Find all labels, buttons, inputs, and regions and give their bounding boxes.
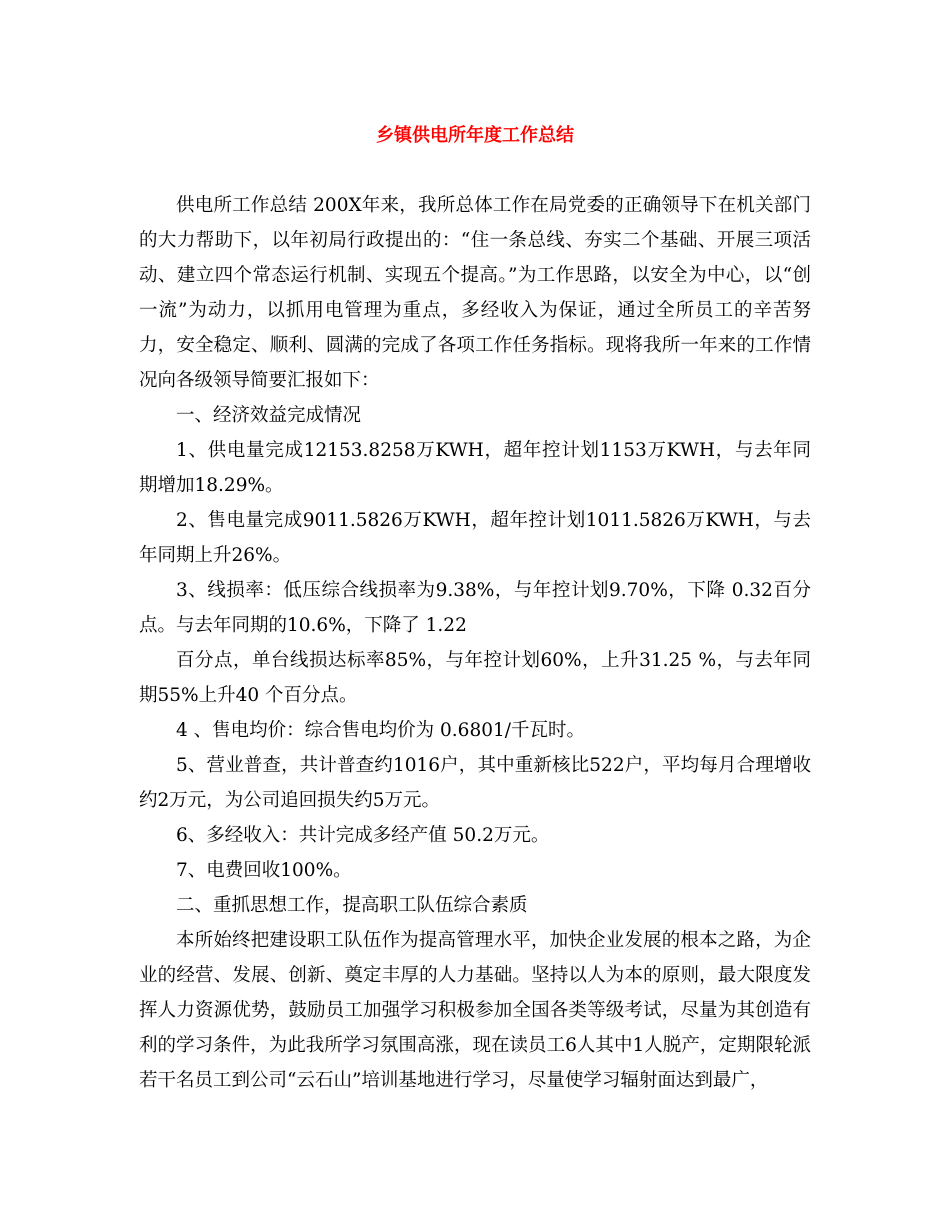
item-business-survey: 5、营业普查，共计普查约1016户，其中重新核比522户，平均每月合理增收约2万元，为公司追回损失约5万元。 (139, 755, 811, 811)
item-power-sales: 2、售电量完成9011.5826万KWH，超年控计划1011.5826万KWH，与去年同期上升26%。 (139, 510, 811, 566)
item-diversified-income: 6、多经收入：共计完成多经产值 50.2万元。 (176, 825, 550, 846)
item-power-supply: 1、供电量完成12153.8258万KWH，超年控计划1153万KWH，与去年同期增加18.29%。 (139, 440, 811, 496)
item-average-price: 4 、售电均价：综合售电均价为 0.6801/千瓦时。 (176, 720, 585, 741)
section-heading-economic-results: 一、经济效益完成情况 (176, 405, 362, 426)
item-line-loss: 3、线损率：低压综合线损率为9.38%，与年控计划9.70%，下降 0.32百分点。与去年同期的10.6%，下降了 1.22 (139, 580, 811, 636)
document-body (139, 188, 811, 1098)
paragraph-staff-building: 本所始终把建设职工队伍作为提高管理水平，加快企业发展的根本之路，为企业的经营、发展、创新、奠定丰厚的人力基础。坚持以人为本的原则，最大限度发挥人力资源优势，鼓励员工加强学习积极参加全国各类等级考试，尽量为其创造有利的学习条件，为此我所学习氛围高涨，现在读员工6人其中1人脱产，定期限轮派若干名员工到公司“云石山”培训基地进行学习，尽量使学习辐射面达到最广， (139, 930, 811, 1091)
item-line-loss-continued: 百分点，单台线损达标率85%，与年控计划60%，上升31.25 %，与去年同期55%上升40 个百分点。 (139, 650, 811, 706)
document-title: 乡镇供电所年度工作总结 (376, 125, 574, 146)
paragraph-intro: 供电所工作总结 200X年来，我所总体工作在局党委的正确领导下在机关部门的大力帮助下，以年初局行政提出的：“住一条总线、夯实二个基础、开展三项活动、建立四个常态运行机制、实现五个提高。”为工作思路，以安全为中心，以“创一流”为动力，以抓用电管理为重点，多经收入为保证，通过全所员工的辛苦努力，安全稳定、顺利、圆满的完成了各项工作任务指标。现将我所一年来的工作情况向各级领导简要汇报如下： (139, 195, 811, 391)
section-heading-staff-quality: 二、重抓思想工作，提高职工队伍综合素质 (176, 895, 528, 916)
item-fee-recovery: 7、电费回收100%。 (176, 860, 352, 881)
